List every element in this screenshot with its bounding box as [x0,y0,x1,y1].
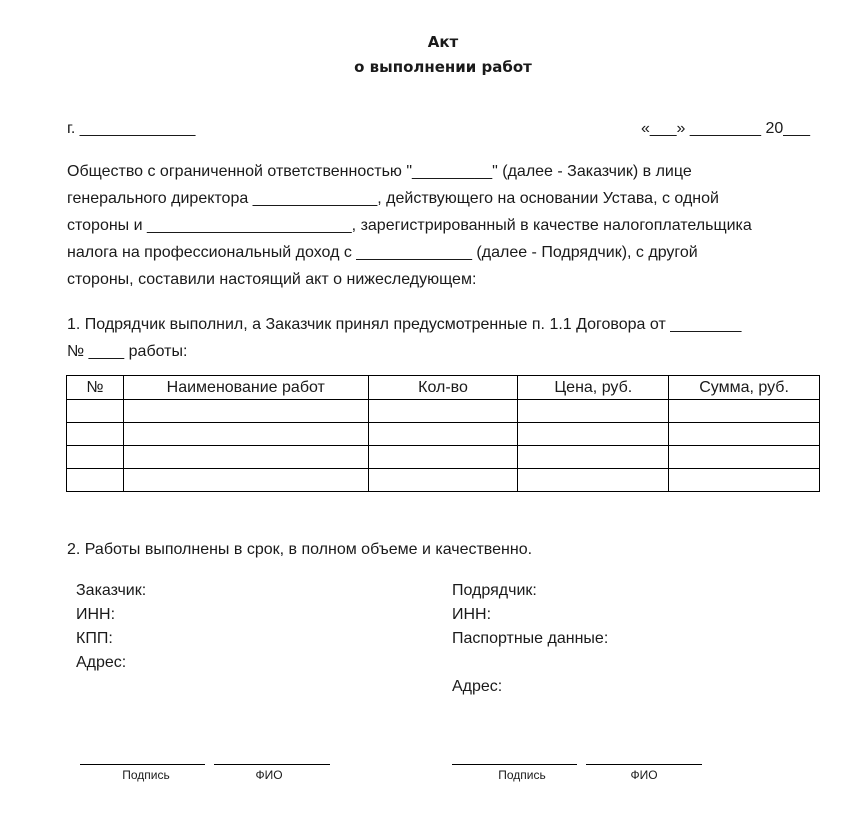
customer-inn: ИНН: [76,606,116,623]
customer-signature-line [80,764,205,765]
customer-name-line [214,764,330,765]
table-cell [669,469,820,492]
clause-2: 2. Работы выполнены в срок, в полном объеме и качественно. [67,541,533,558]
table-row [67,469,820,492]
customer-kpp: КПП: [76,630,113,647]
table-cell [669,446,820,469]
contractor-block [452,579,608,699]
intro-line: генерального директора ______________, действующего на основании Устава, с одной [67,190,719,207]
intro-line: стороны и _______________________, зарегистрированный в качестве налогоплательщика [67,217,752,234]
table-cell [67,469,124,492]
intro-line: Общество с ограниченной ответственностью "_________" (далее - Заказчик) в лице [67,163,692,180]
customer-name-label: ФИО [255,768,283,782]
table-cell [368,446,518,469]
table-row [67,446,820,469]
table-cell [368,400,518,423]
document-title: Акт [427,33,459,51]
table-cell [669,423,820,446]
contractor-address: Адрес: [452,678,503,695]
intro-line: стороны, составили настоящий акт о нижеследующем: [67,271,477,288]
header-sum: Сумма, руб. [669,376,820,400]
spacer [452,651,608,675]
city-field: г. _____________ [67,120,196,137]
table-row [67,400,820,423]
contractor-name-line [586,764,702,765]
table-cell [669,400,820,423]
table-cell [67,400,124,423]
table-header-row [67,376,820,400]
document-subtitle: о выполнении работ [354,58,532,76]
date-field: «___» ________ 20___ [640,120,810,137]
table-cell [518,446,669,469]
clause-1 [67,311,741,365]
intro-line: налога на профессиональный доход с _____________ (далее - Подрядчик), с другой [67,244,698,261]
customer-heading: Заказчик: [76,582,147,599]
table-cell [368,469,518,492]
clause-1-line: № ____ работы: [67,343,188,360]
table-cell [123,446,368,469]
contractor-passport: Паспортные данные: [452,630,609,647]
table-cell [67,446,124,469]
table-cell [518,469,669,492]
table-cell [518,423,669,446]
contractor-inn: ИНН: [452,606,492,623]
table-cell [123,469,368,492]
table-cell [518,400,669,423]
header-number: № [67,376,124,400]
intro-paragraph [67,158,827,293]
header-work-name: Наименование работ [123,376,368,400]
header-price: Цена, руб. [518,376,669,400]
header-quantity: Кол-во [368,376,518,400]
customer-signature-label: Подпись [122,768,170,782]
clause-1-line: 1. Подрядчик выполнил, а Заказчик принял предусмотренные п. 1.1 Договора от ________ [67,316,742,333]
contractor-name-label: ФИО [630,768,658,782]
works-table [66,375,820,492]
table-row [67,423,820,446]
table-cell [67,423,124,446]
customer-address: Адрес: [76,654,127,671]
customer-block [76,579,146,675]
table-cell [368,423,518,446]
contractor-heading: Подрядчик: [452,582,537,599]
contractor-signature-line [452,764,577,765]
table-cell [123,400,368,423]
contractor-signature-label: Подпись [498,768,546,782]
table-cell [123,423,368,446]
